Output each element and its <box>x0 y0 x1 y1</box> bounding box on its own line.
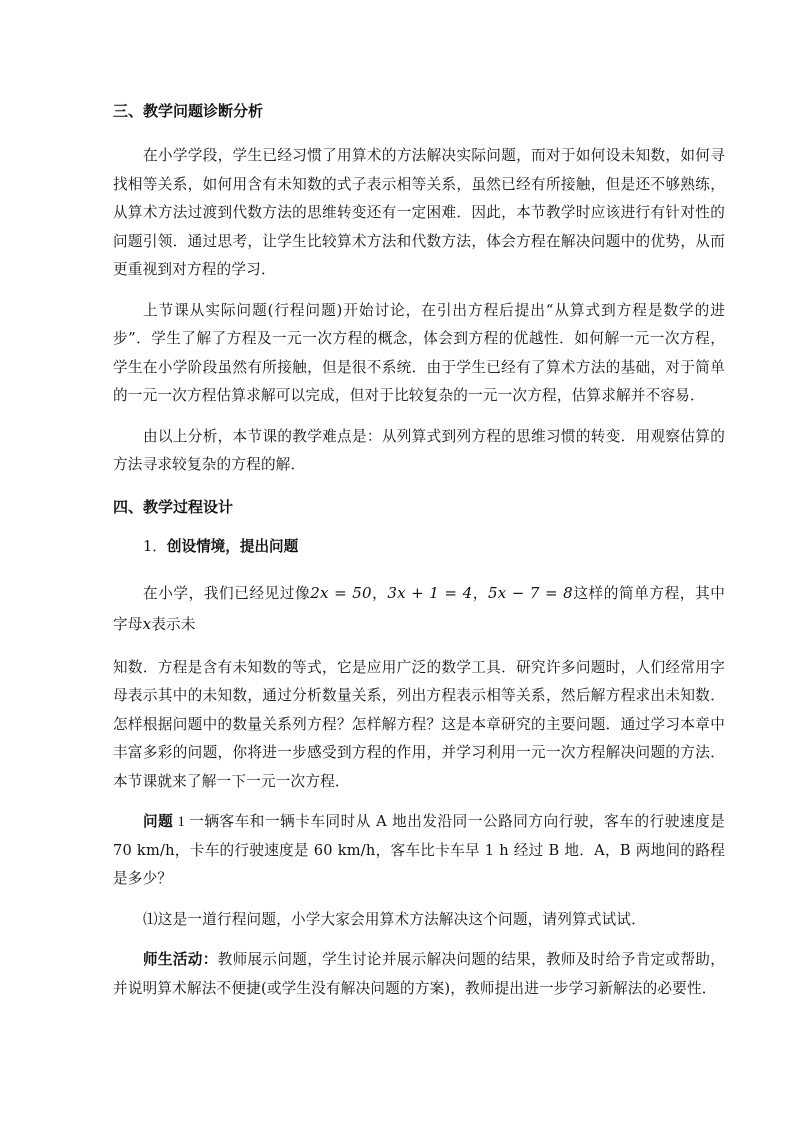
separator-2: ， <box>472 584 488 602</box>
question-1: ⑴这是一道行程问题，小学大家会用算术方法解决这个问题，请列算式试试． <box>143 910 646 928</box>
intro-pre-text: 在小学，我们已经见过像 <box>143 584 311 602</box>
step-1-number: 1． <box>143 537 167 555</box>
intro-equations-line <box>113 578 725 640</box>
problem-number: 1 <box>173 814 190 830</box>
intro-post-text: 表示未 <box>151 615 196 633</box>
problem-label: 问题 <box>143 813 174 830</box>
variable-x: x <box>142 614 152 633</box>
step-1-heading <box>113 536 725 558</box>
problem-1-paragraph <box>113 808 725 894</box>
document-page <box>113 100 725 1003</box>
section-4-title: 四、教学过程设计 <box>113 497 234 516</box>
unknowns-paragraph: 知数．方程是含有未知数的等式，它是应用广泛的数学工具．研究许多问题时，人们经常用字母表示其中的未知数，通过分析数量关系，列出方程表示相等关系，然后解方程求出未知数．怎样根据问题中的数量关系列方程？怎样解方程？这是本章研究的主要问题．通过学习本章中丰富多彩的问题，你将进一步感受到方程的作用，并学习利用一元一次方程解决问题的方法．本节课就来了解一下一元一次方程． <box>113 658 725 790</box>
problem-text: 一辆客车和一辆卡车同时从 A 地出发沿同一公路同方向行驶，客车的行驶速度是 70 km/h，卡车的行驶速度是 60 km/h，客车比卡车早 1 h 经过 B 地．A，B 两地间的路程是多少？ <box>113 813 725 887</box>
activity-text: 教师展示问题，学生讨论并展示解决问题的结果，教师及时给予肯定或帮助，并说明算术解法不便捷(或学生没有解决问题的方案)，教师提出进一步学习新解法的必要性． <box>113 951 725 997</box>
section-3-paragraph-2: 上节课从实际问题(行程问题)开始讨论，在引出方程后提出“从算式到方程是数学的进步”．学生了解了方程及一元一次方程的概念，体会到方程的优越性．如何解一元一次方程，学生在小学阶段虽然有所接触，但是很不系统．由于学生已经有了算术方法的基础，对于简单的一元一次方程估算求解可以完成，但对于比较复杂的一元一次方程，估算求解并不容易． <box>113 301 725 404</box>
separator-1: ， <box>371 584 388 602</box>
step-1-title: 创设情境，提出问题 <box>166 537 299 555</box>
activity-label: 师生活动： <box>143 951 218 968</box>
section-3-paragraph-1: 在小学学段，学生已经习惯了用算术的方法解决实际问题，而对于如何设未知数，如何寻找相等关系，如何用含有未知数的式子表示相等关系，虽然已经有所接触，但是还不够熟练，从算术方法过渡到代数方法的思维转变还有一定困难．因此，本节教学时应该进行有针对性的问题引领．通过思考，让学生比较算术方法和代数方法，体会方程在解决问题中的优势，从而更重视到对方程的学习． <box>113 147 725 278</box>
equation-2: 3x + 1 = 4 <box>387 583 473 602</box>
intro-mid-text: 这样的简单方程，其中字母 <box>113 584 725 633</box>
teacher-student-activity <box>113 946 725 1003</box>
section-3-title: 三、教学问题诊断分析 <box>113 102 264 120</box>
equation-1: 2x = 50 <box>310 583 372 602</box>
equation-3: 5x − 7 = 8 <box>487 583 573 602</box>
section-3-paragraph-3: 由以上分析，本节课的教学难点是：从列算式到列方程的思维习惯的转变．用观察估算的方法寻求较复杂的方程的解． <box>113 427 725 473</box>
